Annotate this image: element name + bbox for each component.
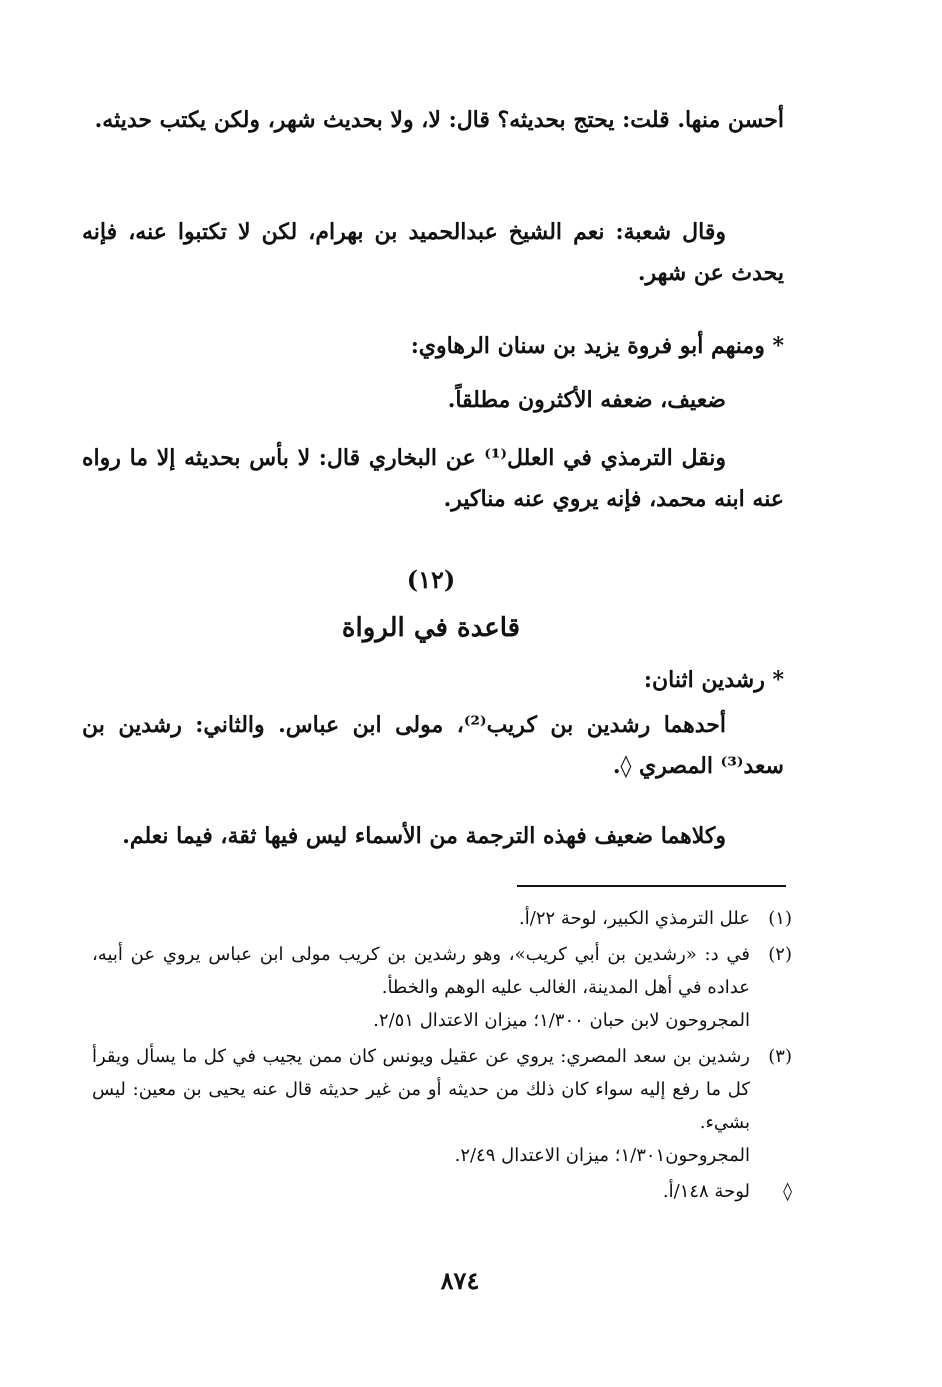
entry-heading-rishdin xyxy=(82,660,784,701)
paragraph-tirmidhi xyxy=(82,438,784,520)
entry-heading-text: * رشدين اثنان: xyxy=(643,667,784,693)
paragraph-rishdin-two xyxy=(82,705,784,787)
footnote-2 xyxy=(92,938,792,1037)
footnotes xyxy=(92,902,792,1211)
entry-heading-abu-farwa xyxy=(82,326,784,367)
footnote-line: رشدين بن سعد المصري: يروي عن عقيل ويونس كان ممن يجيب في كل ما يسأل ويقرأ كل ما رفع إليه سواء كان ذلك من حديثه أو من غير حديثه قال عنه يحيى بن معين: ليس بشيء. xyxy=(92,1046,750,1133)
section-number: (١٢) xyxy=(406,565,456,594)
footnote-3 xyxy=(92,1040,792,1172)
footnote-line: المجروحون لابن حبان ١/٣٠٠؛ ميزان الاعتدال ٢/٥١. xyxy=(373,1010,750,1031)
footnote-line: المجروحون١/٣٠١؛ ميزان الاعتدال ٢/٤٩. xyxy=(454,1145,750,1166)
paragraph-text: وقال شعبة: نعم الشيخ عبدالحميد بن بهرام، لكن لا تكتبوا عنه، فإنه يحدث عن شهر. xyxy=(82,219,784,286)
footnote-body xyxy=(92,1175,750,1208)
entry-heading-text: * ومنهم أبو فروة يزيد بن سنان الرهاوي: xyxy=(410,333,784,359)
footnote-body xyxy=(92,938,750,1037)
paragraph-text: ضعيف، ضعفه الأكثرون مطلقاً. xyxy=(447,387,726,413)
paragraph-kilahuma xyxy=(82,816,784,857)
footnote-line: في د: «رشدين بن أبي كريب»، وهو رشدين بن كريب مولى ابن عباس يروي عن أبيه، عداده في أهل المدينة، الغالب عليه الوهم والخطأ. xyxy=(92,944,750,998)
footnote-number: (١) xyxy=(768,908,792,929)
section-title: قاعدة في الرواة xyxy=(341,613,521,643)
paragraph-daif xyxy=(82,380,784,421)
footnote-line: لوحة ١٤٨/أ. xyxy=(662,1181,750,1202)
footnote-body xyxy=(92,1040,750,1172)
footnote-1 xyxy=(92,902,792,935)
footnote-number: (٢) xyxy=(768,944,792,965)
paragraph-text: ونقل الترمذي في العلل⁽¹⁾ عن البخاري قال: لا بأس بحديثه إلا ما رواه عنه ابنه محمد، فإنه يروي عنه مناكير. xyxy=(82,445,784,512)
paragraph-text: أحدهما رشدين بن كريب⁽²⁾، مولى ابن عباس. والثاني: رشدين بن سعد⁽³⁾ المصري ◊. xyxy=(82,712,784,779)
paragraph-text: وكلاهما ضعيف فهذه الترجمة من الأسماء ليس فيها ثقة، فيما نعلم. xyxy=(122,823,726,849)
paragraph-text: أحسن منها. قلت: يحتج بحديثه؟ قال: لا، ولا بحديث شهر، ولكن يكتب حديثه. xyxy=(94,107,784,133)
page-number: ٨٧٤ xyxy=(440,1266,480,1295)
footnote-diamond xyxy=(92,1175,792,1208)
footnote-line: علل الترمذي الكبير، لوحة ٢٢/أ. xyxy=(519,908,750,929)
footnote-number: ◊ xyxy=(783,1181,792,1202)
footnote-body xyxy=(92,902,750,935)
paragraph-ahsan-minha xyxy=(82,100,784,141)
footnote-number: (٣) xyxy=(768,1046,792,1067)
paragraph-shuba xyxy=(82,212,784,294)
footnote-separator xyxy=(517,885,786,887)
